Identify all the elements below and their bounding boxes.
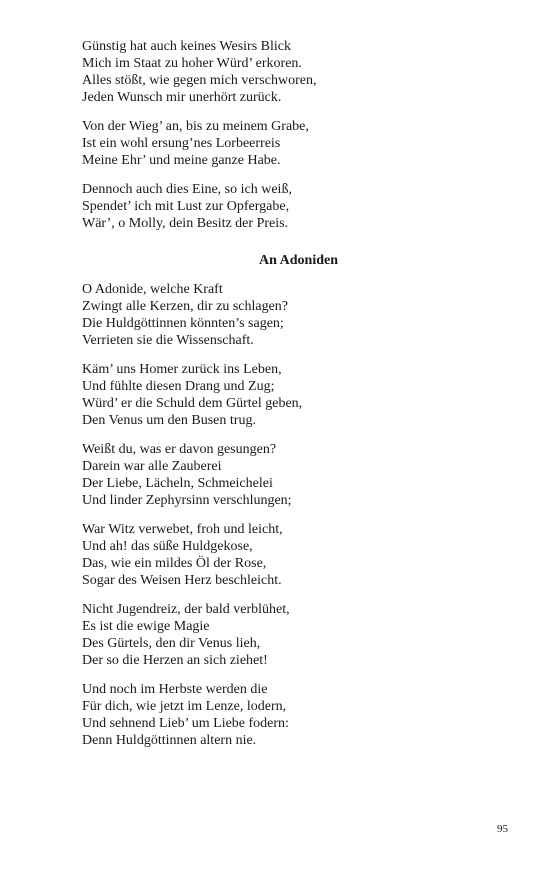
verse-line: Alles stößt, wie gegen mich verschworen, xyxy=(82,73,317,88)
verse-line: Verrieten sie die Wissenschaft. xyxy=(82,333,254,348)
text-block xyxy=(82,38,382,761)
poem-title: An Adoniden xyxy=(259,253,338,268)
verse-line: Und sehnend Lieb’ um Liebe fodern: xyxy=(82,716,289,731)
poem2-stanza-6 xyxy=(82,681,382,749)
poem2-stanza-2 xyxy=(82,361,382,429)
verse-line: Und linder Zephyrsinn verschlungen; xyxy=(82,493,292,508)
poem1-stanza-2 xyxy=(82,118,382,169)
verse-line: Dennoch auch dies Eine, so ich weiß, xyxy=(82,182,292,197)
poem2-stanza-5 xyxy=(82,601,382,669)
poem2-stanza-3 xyxy=(82,441,382,509)
verse-line: Der so die Herzen an sich ziehet! xyxy=(82,653,268,668)
verse-line: Und ah! das süße Huldgekose, xyxy=(82,539,253,554)
verse-line: Der Liebe, Lächeln, Schmeichelei xyxy=(82,476,273,491)
verse-line: Meine Ehr’ und meine ganze Habe. xyxy=(82,153,281,168)
verse-line: Ist ein wohl ersung’nes Lorbeerreis xyxy=(82,136,281,151)
poem1-stanza-3 xyxy=(82,181,382,232)
verse-line: Und noch im Herbste werden die xyxy=(82,682,268,697)
verse-line: Spendet’ ich mit Lust zur Opfergabe, xyxy=(82,199,290,214)
poem1-stanza-1 xyxy=(82,38,382,106)
verse-line: Das, wie ein mildes Öl der Rose, xyxy=(82,556,267,571)
verse-line: Günstig hat auch keines Wesirs Blick xyxy=(82,39,291,54)
verse-line: Käm’ uns Homer zurück ins Leben, xyxy=(82,362,282,377)
verse-line: Mich im Staat zu hoher Würd’ erkoren. xyxy=(82,56,302,71)
verse-line: O Adonide, welche Kraft xyxy=(82,282,223,297)
verse-line: Darein war alle Zauberei xyxy=(82,459,222,474)
poem2-stanza-1 xyxy=(82,281,382,349)
verse-line: Weißt du, was er davon gesungen? xyxy=(82,442,277,457)
verse-line: War Witz verwebet, froh und leicht, xyxy=(82,522,283,537)
verse-line: Nicht Jugendreiz, der bald verblühet, xyxy=(82,602,290,617)
verse-line: Jeden Wunsch mir unerhört zurück. xyxy=(82,90,282,105)
verse-line: Die Huldgöttinnen könnten’s sagen; xyxy=(82,316,284,331)
verse-line: Wär’, o Molly, dein Besitz der Preis. xyxy=(82,216,289,231)
verse-line: Den Venus um den Busen trug. xyxy=(82,413,256,428)
verse-line: Von der Wieg’ an, bis zu meinem Grabe, xyxy=(82,119,309,134)
verse-line: Für dich, wie jetzt im Lenze, lodern, xyxy=(82,699,287,714)
verse-line: Des Gürtels, den dir Venus lieh, xyxy=(82,636,261,651)
verse-line: Sogar des Weisen Herz beschleicht. xyxy=(82,573,282,588)
verse-line: Zwingt alle Kerzen, dir zu schlagen? xyxy=(82,299,289,314)
page-number: 95 xyxy=(497,823,508,835)
verse-line: Es ist die ewige Magie xyxy=(82,619,210,634)
verse-line: Denn Huldgöttinnen altern nie. xyxy=(82,733,257,748)
poem2-stanza-4 xyxy=(82,521,382,589)
verse-line: Würd’ er die Schuld dem Gürtel geben, xyxy=(82,396,303,411)
verse-line: Und fühlte diesen Drang und Zug; xyxy=(82,379,275,394)
